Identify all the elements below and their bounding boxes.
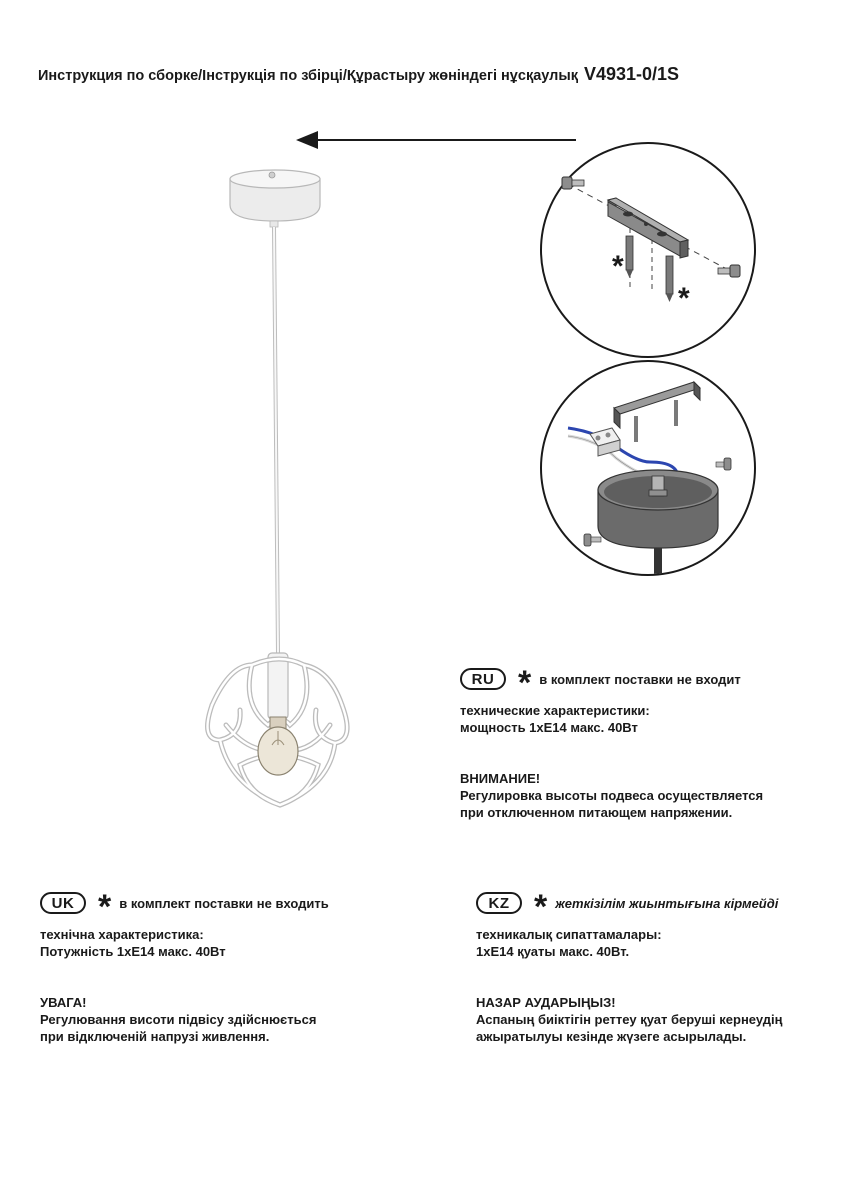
spec-value: Потужність 1хЕ14 макс. 40Вт [40, 944, 226, 959]
page-title [38, 64, 818, 85]
spec-value: 1хЕ14 қуаты макс. 40Вт. [476, 944, 630, 959]
asterisk-icon: * [518, 664, 532, 702]
asterisk-icon: * [98, 888, 112, 926]
spec-label: технические характеристики: [460, 703, 650, 718]
warning-line-2: при відключеній напрузі живлення. [40, 1029, 270, 1044]
asterisk-icon: * [678, 282, 690, 315]
asterisk-icon: * [612, 250, 624, 283]
warning-line-1: Аспаның биіктігін реттеу қуат беруші кернеудің [476, 1012, 783, 1027]
warning-title: УВАГА! [40, 995, 87, 1010]
asterisk-icon: * [534, 888, 548, 926]
ceiling-canopy [230, 170, 320, 227]
mounting-bracket-detail [538, 140, 758, 360]
spec-label: техникалық сипаттамалары: [476, 927, 662, 942]
dowel-screw-right [666, 256, 673, 302]
not-included-note: в комплект поставки не входит [539, 671, 741, 687]
not-included-note: жеткізілім жиынтығына кірмейді [555, 895, 779, 911]
language-badge-ru: RU [460, 668, 506, 690]
uk-section [40, 888, 329, 1045]
warning-line-1: Регулювання висоти підвісу здійснюється [40, 1012, 317, 1027]
pendant-lamp-illustration [190, 165, 370, 835]
language-badge-uk: UK [40, 892, 86, 914]
warning-title: НАЗАР АУДАРЫҢЫЗ! [476, 995, 616, 1010]
warning-title: ВНИМАНИЕ! [460, 771, 541, 786]
warning-line-2: ажыратылуы кезінде жүзеге асырылады. [476, 1029, 747, 1044]
ru-section [460, 664, 763, 821]
spec-value: мощность 1хЕ14 макс. 40Вт [460, 720, 638, 735]
title-text: Инструкция по сборке/Інструкція по збірці/Құрастыру жөніндегі нұсқаулық [38, 68, 578, 84]
spec-label: технічна характеристика: [40, 927, 204, 942]
dowel-screw-left [626, 236, 633, 278]
canopy-wiring-detail [538, 358, 758, 578]
kz-section [476, 888, 783, 1045]
model-number: V4931-0/1S [583, 64, 680, 84]
warning-line-1: Регулировка высоты подвеса осуществляется [460, 788, 764, 803]
language-badge-kz: KZ [476, 892, 522, 914]
lamp-socket [268, 653, 288, 719]
warning-line-2: при отключенном питающем напряжении. [460, 805, 733, 820]
not-included-note: в комплект поставки не входить [119, 895, 329, 911]
